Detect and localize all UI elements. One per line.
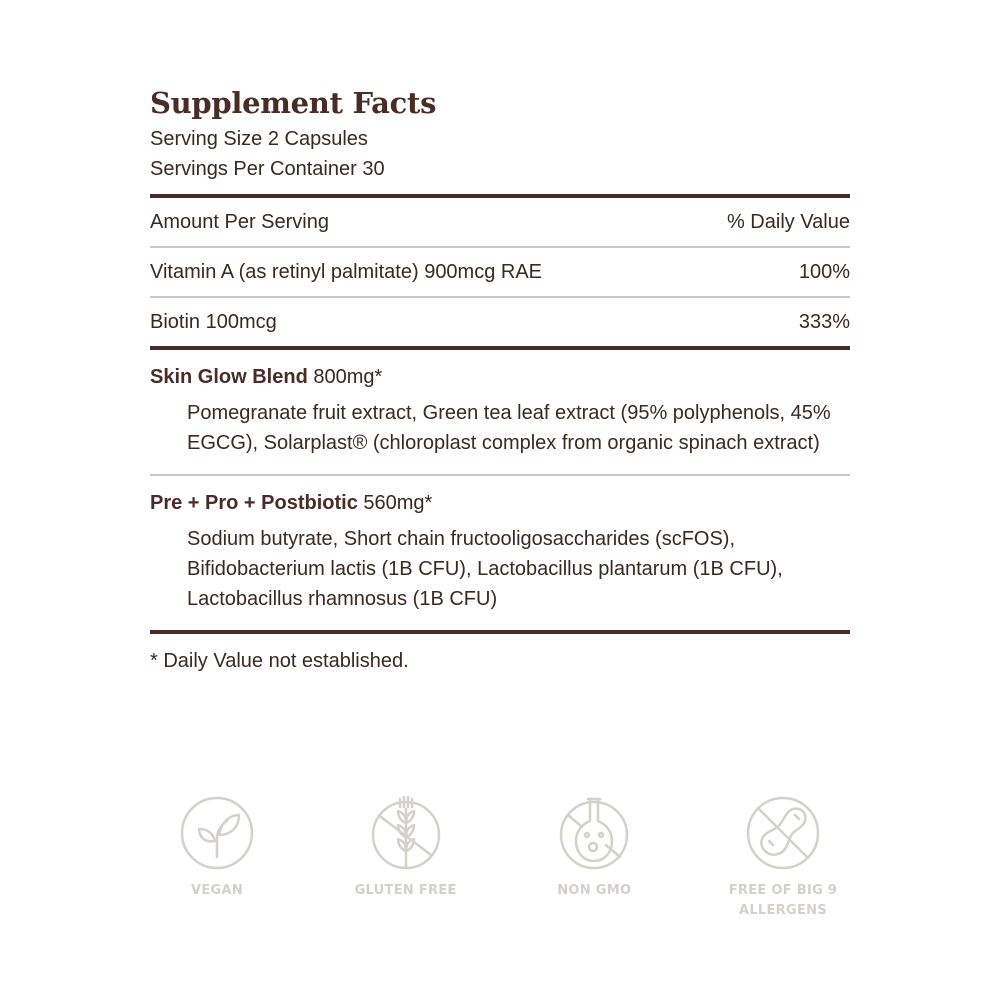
table-header-row xyxy=(150,198,850,246)
blend-amount: 560mg* xyxy=(357,492,433,514)
non-gmo-flask-icon xyxy=(556,795,632,871)
badge-label: GLUTEN FREE xyxy=(354,883,457,898)
badge-vegan xyxy=(150,795,284,921)
servings-per-container: Servings Per Container 30 xyxy=(150,158,385,180)
blend-name: Pre + Pro + Postbiotic xyxy=(150,492,358,514)
badge-allergen-free xyxy=(716,795,850,921)
allergen-free-peanut-icon xyxy=(745,795,821,871)
badge-gluten-free xyxy=(339,795,473,921)
nutrient-row xyxy=(150,248,850,296)
footnote: * Daily Value not established. xyxy=(150,650,409,672)
thick-divider xyxy=(150,630,850,634)
nutrient-name: Biotin 100mcg xyxy=(150,310,277,333)
serving-size: Serving Size 2 Capsules xyxy=(150,128,368,150)
blend-ingredients: Sodium butyrate, Short chain fructooligosaccharides (scFOS), Bifidobacterium lactis (1B CFU), Lactobacillus plantarum (1B CFU), Lactobacillus rhamnosus (1B CFU) xyxy=(187,528,783,610)
blend-heading xyxy=(150,488,850,518)
blend-name: Skin Glow Blend xyxy=(150,366,308,388)
daily-value-label: % Daily Value xyxy=(726,210,850,233)
blend-pre-pro-postbiotic xyxy=(150,476,850,630)
badge-non-gmo xyxy=(527,795,661,921)
badge-label: VEGAN xyxy=(190,883,244,898)
amount-per-serving-label: Amount Per Serving xyxy=(150,210,329,233)
nutrient-dv: 333% xyxy=(798,310,850,333)
blend-ingredients: Pomegranate fruit extract, Green tea leaf extract (95% polyphenols, 45% EGCG), Solarplast® (chloroplast complex from organic spinach extract) xyxy=(187,402,831,454)
nutrient-dv: 100% xyxy=(798,260,850,283)
blend-heading xyxy=(150,362,850,392)
gluten-free-wheat-icon xyxy=(368,795,444,871)
blend-amount: 800mg* xyxy=(307,366,383,388)
supplement-facts-panel xyxy=(150,82,850,673)
nutrient-row xyxy=(150,298,850,346)
vegan-leaf-icon xyxy=(179,795,255,871)
blend-skin-glow xyxy=(150,350,850,474)
panel-title: Supplement Facts xyxy=(150,86,437,120)
badge-row xyxy=(150,795,850,921)
badge-label: FREE OF BIG 9 ALLERGENS xyxy=(728,883,838,918)
nutrient-name: Vitamin A (as retinyl palmitate) 900mcg RAE xyxy=(150,260,543,283)
badge-label: NON GMO xyxy=(557,883,632,898)
